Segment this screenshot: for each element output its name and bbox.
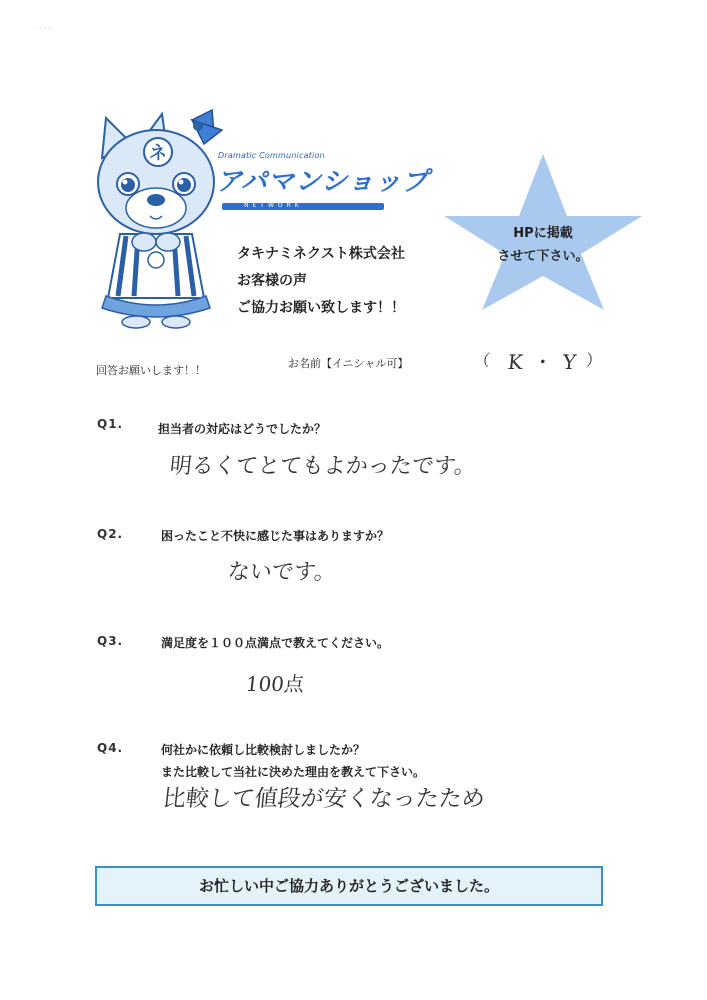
logo-tagline: Dramatic Communication bbox=[218, 151, 325, 160]
q2-text: 困ったこと不快に感じた事はありますか？ bbox=[161, 529, 390, 543]
company-name: タキナミネクスト株式会社 bbox=[237, 246, 405, 262]
q3-text: 満足度を１００点満点で教えてください。 bbox=[161, 636, 390, 650]
q1-answer: 明るくてとてもよかったです。 bbox=[168, 454, 478, 479]
q3-answer: 100点 bbox=[244, 672, 306, 696]
q1-number: Q1. bbox=[97, 417, 124, 431]
scan-artifact: · · · · · bbox=[36, 26, 54, 33]
name-open-paren: （ bbox=[472, 351, 491, 370]
respondent-initials: K・Y bbox=[506, 350, 588, 374]
q1-text: 担当者の対応はどうでしたか？ bbox=[158, 422, 327, 436]
survey-title: お客様の声 bbox=[237, 273, 307, 289]
name-label: お名前【イニシャル可】 bbox=[288, 357, 409, 370]
q4-answer: 比較して値段が安くなったため bbox=[161, 786, 487, 812]
q3-number: Q3. bbox=[97, 634, 124, 648]
thank-you-text: お忙しい中ご協力ありがとうございました。 bbox=[198, 877, 499, 895]
svg-text:ネ: ネ bbox=[149, 143, 167, 164]
q4-text-line2: また比較して当社に決めた理由を教えて下さい。 bbox=[161, 765, 426, 779]
thank-you-box bbox=[95, 866, 603, 906]
q4-number: Q4. bbox=[97, 741, 124, 755]
q2-number: Q2. bbox=[97, 527, 124, 541]
answer-prompt: 回答お願いします！！ bbox=[96, 364, 206, 377]
name-close-paren: ） bbox=[584, 351, 603, 370]
star-badge-line1: HPに掲載 bbox=[513, 226, 573, 241]
mascot-illustration bbox=[92, 100, 232, 330]
q4-text: 何社かに依頼し比較検討しましたか？ bbox=[161, 743, 366, 757]
star-badge-line2: させて下さい。 bbox=[497, 249, 589, 264]
survey-request: ご協力お願い致します！！ bbox=[237, 300, 405, 316]
brand-logo: アパマンショップ bbox=[216, 167, 429, 197]
logo-bar-text: NETWORK bbox=[244, 202, 303, 209]
q2-answer: ないです。 bbox=[226, 560, 338, 585]
